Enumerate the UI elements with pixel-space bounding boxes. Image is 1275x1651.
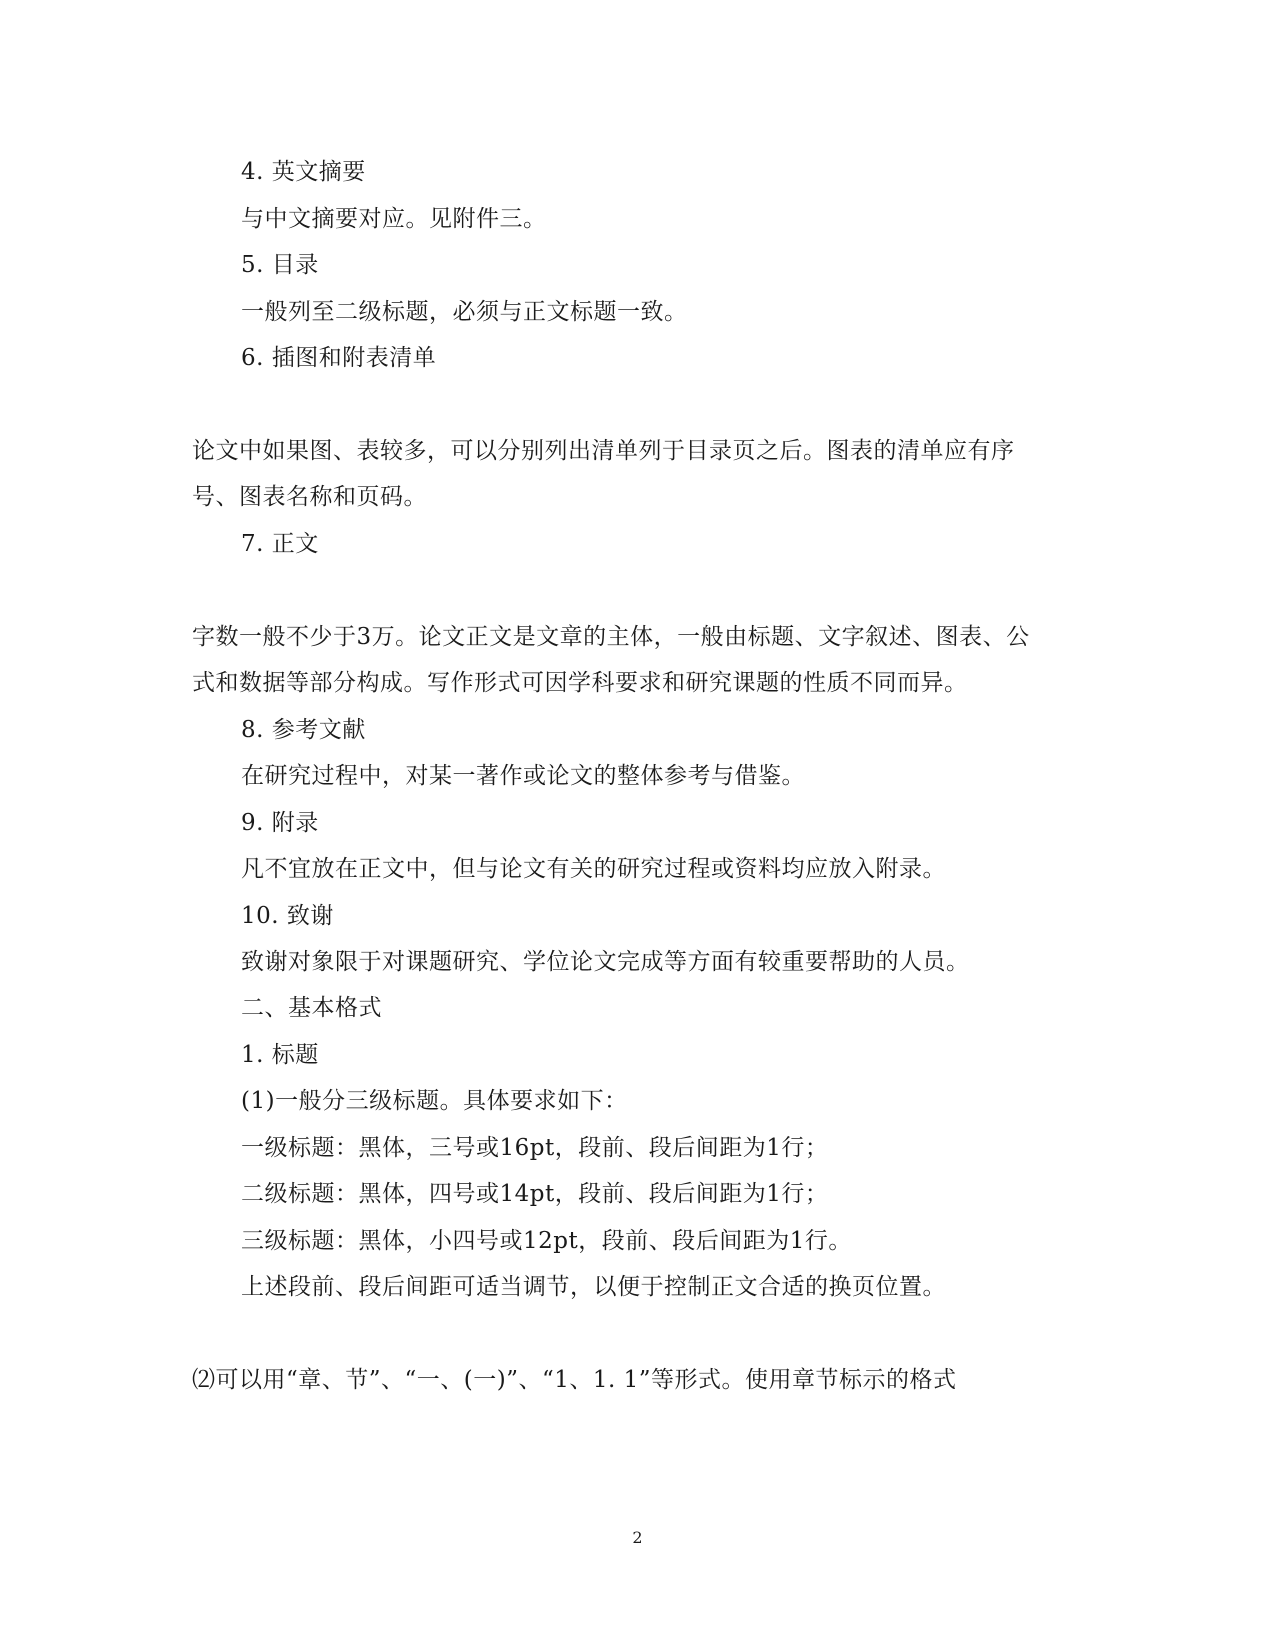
- heading-appendix: 9. 附录: [241, 810, 319, 836]
- paragraph-line: 号、图表名称和页码。: [192, 484, 427, 510]
- paragraph-line: ⑵可以用“章、节”、“一、(一)”、“1、1. 1”等形式。使用章节标示的格式: [192, 1367, 957, 1393]
- heading-english-abstract: 4. 英文摘要: [241, 159, 366, 185]
- paragraph-line: 式和数据等部分构成。写作形式可因学科要求和研究课题的性质不同而异。: [192, 670, 968, 696]
- heading-acknowledgements: 10. 致谢: [241, 903, 334, 929]
- section-heading-basic-format: 二、基本格式: [241, 995, 382, 1021]
- paragraph-line: 在研究过程中，对某一著作或论文的整体参考与借鉴。: [241, 763, 805, 789]
- paragraph-line: 一级标题：黑体，三号或16pt，段前、段后间距为1行；: [241, 1135, 829, 1161]
- heading-references: 8. 参考文献: [241, 717, 366, 743]
- heading-figures-tables-list: 6. 插图和附表清单: [241, 345, 437, 371]
- paragraph-line: 与中文摘要对应。见附件三。: [241, 206, 547, 232]
- paragraph-line: (1)一般分三级标题。具体要求如下：: [241, 1088, 628, 1114]
- heading-title: 1. 标题: [241, 1042, 319, 1068]
- heading-table-of-contents: 5. 目录: [241, 252, 319, 278]
- paragraph-line: 致谢对象限于对课题研究、学位论文完成等方面有较重要帮助的人员。: [241, 949, 970, 975]
- paragraph-line: 上述段前、段后间距可适当调节，以便于控制正文合适的换页位置。: [241, 1274, 946, 1300]
- heading-main-text: 7. 正文: [241, 531, 319, 557]
- paragraph-line: 三级标题：黑体，小四号或12pt，段前、段后间距为1行。: [241, 1228, 852, 1254]
- paragraph-line: 凡不宜放在正文中，但与论文有关的研究过程或资料均应放入附录。: [241, 856, 946, 882]
- page-number: 2: [632, 1528, 643, 1547]
- paragraph-line: 字数一般不少于3万。论文正文是文章的主体，一般由标题、文字叙述、图表、公: [192, 624, 1030, 650]
- paragraph-line: 论文中如果图、表较多，可以分别列出清单列于目录页之后。图表的清单应有序: [192, 438, 1015, 464]
- paragraph-line: 一般列至二级标题，必须与正文标题一致。: [241, 299, 688, 325]
- paragraph-line: 二级标题：黑体，四号或14pt，段前、段后间距为1行；: [241, 1181, 829, 1207]
